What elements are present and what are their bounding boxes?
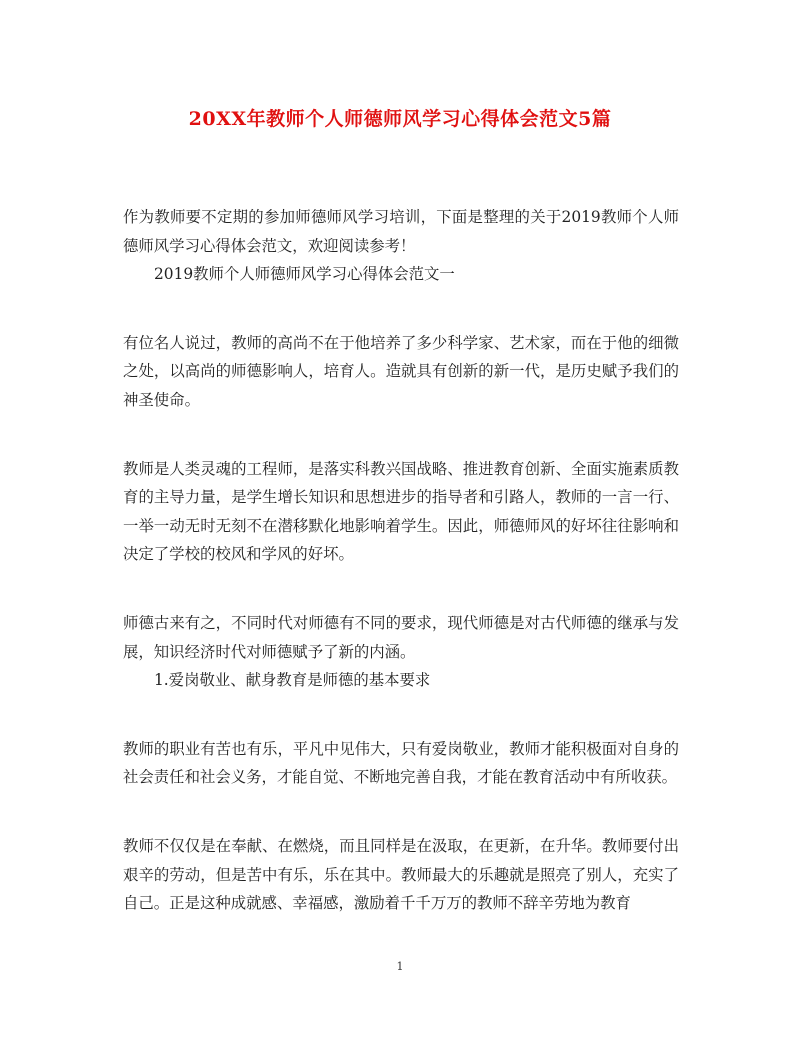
subheading-1: 1.爱岗敬业、献身教育是师德的基本要求 <box>154 671 431 690</box>
document-body <box>123 203 679 918</box>
document-title: 20XX年教师个人师德师风学习心得体会范文5篇 <box>188 108 612 130</box>
paragraph-intro: 作为教师要不定期的参加师德师风学习培训，下面是整理的关于2019教师个人师德师风学习心得体会范文，欢迎阅读参考！ <box>123 208 679 255</box>
paragraph-famous-quote: 有位名人说过，教师的高尚不在于他培养了多少科学家、艺术家，而在于他的细微之处，以高尚的师德影响人，培育人。造就具有创新的新一代，是历史赋予我们的神圣使命。 <box>123 333 679 409</box>
paragraph-joy: 教师不仅仅是在奉献、在燃烧，而且同样是在汲取，在更新，在升华。教师要付出艰辛的劳动，但是苦中有乐，乐在其中。教师最大的乐趣就是照亮了别人，充实了自己。正是这种成就感、幸福感，激励着千千万万的教师不辞辛劳地为教育 <box>123 836 679 913</box>
paragraph-ethics-history: 师德古来有之，不同时代对师德有不同的要求，现代师德是对古代师德的继承与发展，知识经济时代对师德赋予了新的内涵。 <box>123 613 679 661</box>
section-heading-1: 2019教师个人师德师风学习心得体会范文一 <box>154 265 455 284</box>
paragraph-teacher-role: 教师是人类灵魂的工程师，是落实科教兴国战略、推进教育创新、全面实施素质教育的主导力量，是学生增长知识和思想进步的指导者和引路人，教师的一言一行、一举一动无时无刻不在潜移默化地影响着学生。因此，师德师风的好坏往往影响和决定了学校的校风和学风的好坏。 <box>123 459 679 564</box>
paragraph-dedication: 教师的职业有苦也有乐，平凡中见伟大，只有爱岗敬业，教师才能积极面对自身的社会责任和社会义务，才能自觉、不断地完善自我，才能在教育活动中有所收获。 <box>123 739 679 787</box>
page-number: 1 <box>396 960 404 973</box>
